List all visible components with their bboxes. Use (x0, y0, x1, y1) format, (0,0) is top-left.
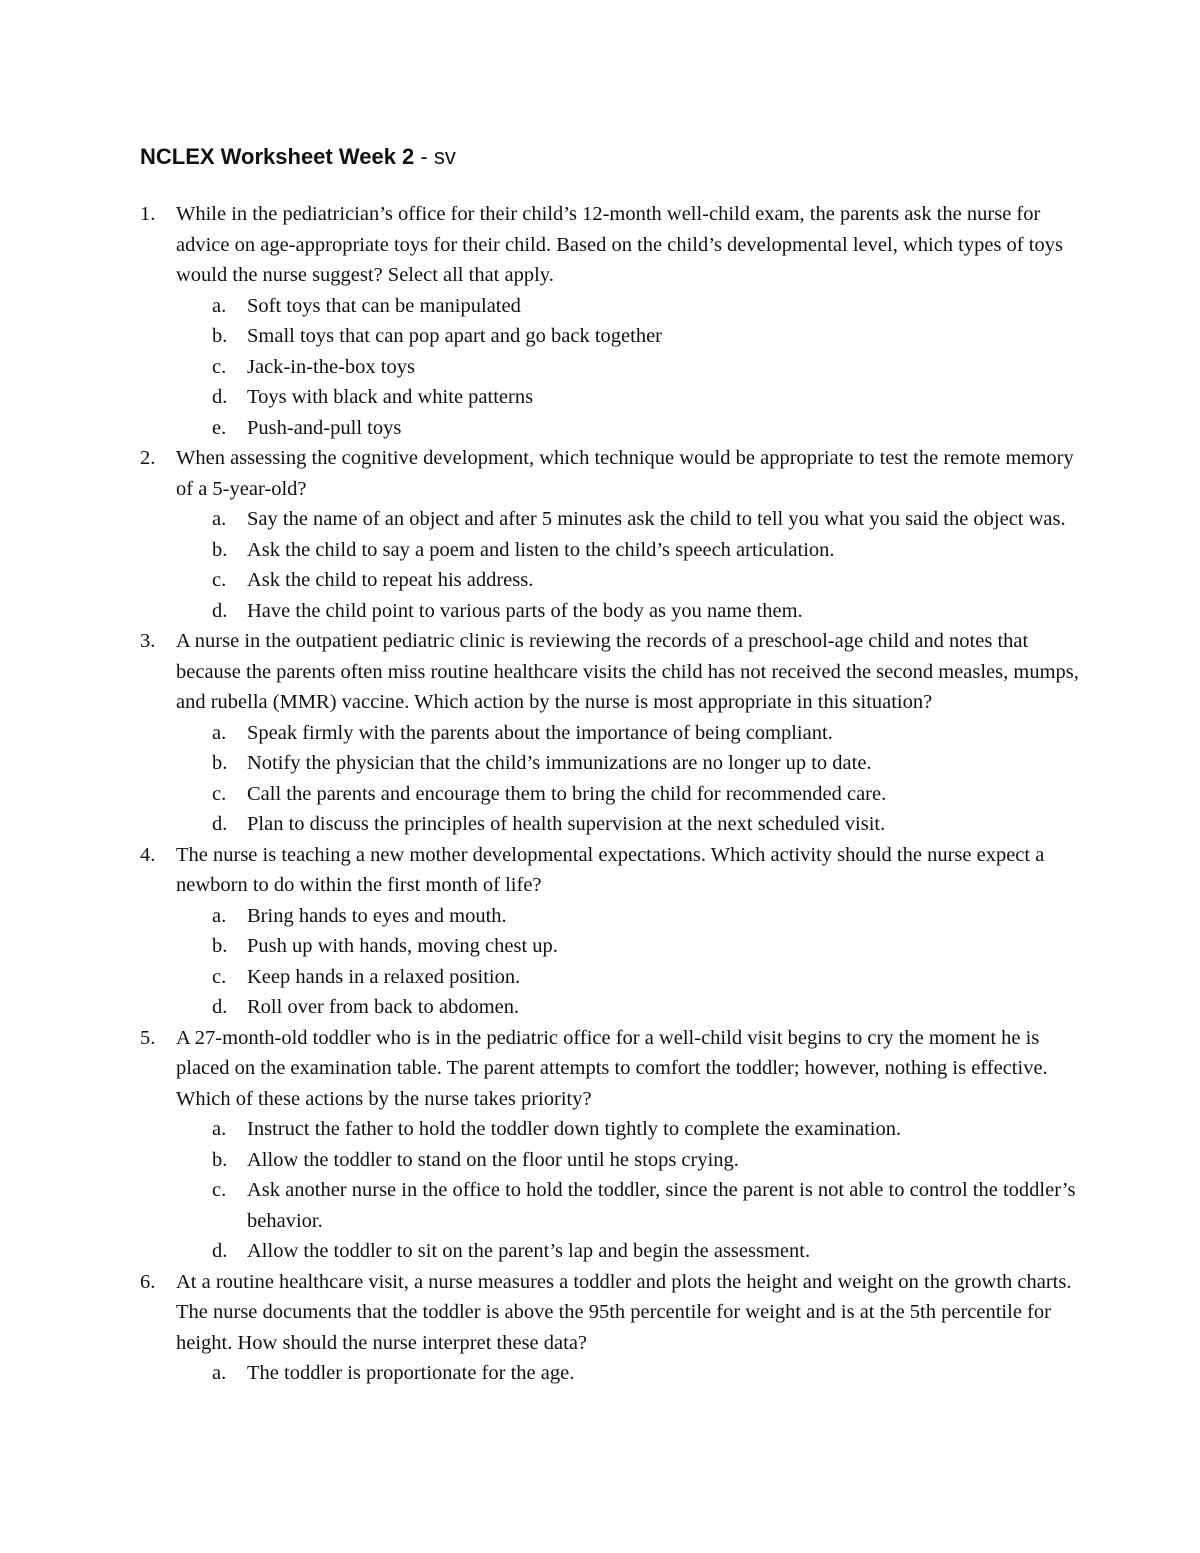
option-letter: b. (212, 935, 228, 957)
answer-option (176, 809, 1080, 840)
option-text: Ask the child to repeat his address. (247, 569, 534, 591)
page-title-main: NCLEX Worksheet Week 2 (140, 144, 415, 169)
question-3 (140, 626, 1080, 840)
answer-option (176, 382, 1080, 413)
option-letter: c. (212, 965, 227, 988)
answer-option (176, 321, 1080, 352)
option-letter: b. (212, 752, 228, 774)
option-text: Push-and-pull toys (247, 416, 402, 439)
question-4 (140, 840, 1080, 1023)
question-number: 4. (140, 843, 156, 866)
option-text: Roll over from back to abdomen. (247, 996, 520, 1018)
question-text: At a routine healthcare visit, a nurse measures a toddler and plots the height and weight on the growth charts. The nurse documents that the toddler is above the 95th percentile for weight and is at the 5th percentile for height. How should the nurse interpret these data? (176, 1270, 1072, 1354)
option-letter: d. (212, 1240, 228, 1262)
question-5 (140, 1023, 1080, 1267)
option-text: Instruct the father to hold the toddler down tightly to complete the examination. (247, 1118, 902, 1140)
question-number: 3. (140, 630, 156, 652)
answer-option (176, 748, 1080, 779)
option-text: Allow the toddler to stand on the floor until he stops crying. (247, 1148, 739, 1171)
question-text: When assessing the cognitive development, which technique would be appropriate to test the remote memory of a 5-year-old? (176, 447, 1074, 500)
option-letter: c. (212, 569, 227, 591)
page-title-suffix: - sv (414, 144, 456, 169)
answer-option (176, 901, 1080, 932)
answer-option (176, 1358, 1080, 1389)
option-text: Ask another nurse in the office to hold the toddler, since the parent is not able to control the toddler’s behavior. (247, 1179, 1076, 1232)
answer-options (176, 718, 1080, 840)
option-text: Ask the child to say a poem and listen to the child’s speech articulation. (247, 538, 835, 561)
question-1 (140, 199, 1080, 443)
question-text: The nurse is teaching a new mother developmental expectations. Which activity should the nurse expect a newborn to do within the first month of life? (176, 843, 1045, 896)
page-title (140, 142, 456, 172)
answer-option (176, 992, 1080, 1023)
option-letter: a. (212, 904, 227, 927)
answer-options (176, 291, 1080, 444)
option-text: Speak firmly with the parents about the importance of being compliant. (247, 721, 833, 744)
option-letter: d. (212, 996, 228, 1018)
option-text: Call the parents and encourage them to bring the child for recommended care. (247, 782, 887, 805)
answer-option (176, 352, 1080, 383)
answer-option (176, 962, 1080, 993)
option-letter: a. (212, 508, 227, 530)
answer-option (176, 504, 1080, 535)
option-letter: d. (212, 599, 228, 622)
answer-option (176, 931, 1080, 962)
option-text: Small toys that can pop apart and go back together (247, 325, 663, 347)
option-letter: c. (212, 782, 227, 805)
question-number: 2. (140, 447, 156, 469)
answer-option (176, 596, 1080, 627)
option-letter: d. (212, 386, 228, 408)
question-text: A 27-month-old toddler who is in the pediatric office for a well-child visit begins to cry the moment he is placed on the examination table. The parent attempts to comfort the toddler; however, nothing is effective. Which of these actions by the nurse takes priority? (176, 1026, 1048, 1110)
option-letter: b. (212, 325, 228, 347)
answer-option (176, 779, 1080, 810)
answer-option (176, 291, 1080, 322)
answer-option (176, 413, 1080, 444)
question-2 (140, 443, 1080, 626)
option-letter: a. (212, 721, 227, 744)
answer-options (176, 1358, 1080, 1389)
option-letter: d. (212, 813, 228, 835)
question-6 (140, 1267, 1080, 1389)
option-letter: c. (212, 1179, 227, 1201)
option-text: Toys with black and white patterns (247, 386, 534, 408)
option-text: Keep hands in a relaxed position. (247, 965, 521, 988)
option-letter: a. (212, 1362, 227, 1384)
option-letter: a. (212, 294, 227, 317)
option-text: Say the name of an object and after 5 minutes ask the child to tell you what you said the object was. (247, 508, 1066, 530)
answer-option (176, 718, 1080, 749)
option-text: Jack-in-the-box toys (247, 355, 415, 378)
option-text: The toddler is proportionate for the age. (247, 1362, 575, 1384)
answer-option (176, 565, 1080, 596)
answer-options (176, 504, 1080, 626)
option-text: Push up with hands, moving chest up. (247, 935, 558, 957)
answer-option (176, 1145, 1080, 1176)
question-text: While in the pediatrician’s office for their child’s 12-month well-child exam, the parents ask the nurse for advice on age-appropriate toys for their child. Based on the child’s developmental level, which types of toys would the nurse suggest? Select all that apply. (176, 203, 1063, 286)
option-text: Plan to discuss the principles of health supervision at the next scheduled visit. (247, 813, 886, 835)
option-text: Have the child point to various parts of the body as you name them. (247, 599, 803, 622)
option-letter: a. (212, 1118, 227, 1140)
answer-option (176, 535, 1080, 566)
option-letter: b. (212, 1148, 228, 1171)
answer-option (176, 1175, 1080, 1236)
question-text: A nurse in the outpatient pediatric clinic is reviewing the records of a preschool-age child and notes that because the parents often miss routine healthcare visits the child has not received the second measles, mumps, and rubella (MMR) vaccine. Which action by the nurse is most appropriate in this situation? (176, 630, 1079, 713)
option-text: Allow the toddler to sit on the parent’s lap and begin the assessment. (247, 1240, 811, 1262)
answer-options (176, 1114, 1080, 1267)
option-letter: e. (212, 416, 227, 439)
answer-options (176, 901, 1080, 1023)
option-text: Soft toys that can be manipulated (247, 294, 521, 317)
answer-option (176, 1236, 1080, 1267)
question-number: 6. (140, 1270, 156, 1293)
option-text: Notify the physician that the child’s immunizations are no longer up to date. (247, 752, 872, 774)
option-letter: c. (212, 355, 227, 378)
question-list (140, 199, 1080, 1389)
answer-option (176, 1114, 1080, 1145)
option-text: Bring hands to eyes and mouth. (247, 904, 507, 927)
question-number: 1. (140, 203, 156, 225)
option-letter: b. (212, 538, 228, 561)
question-number: 5. (140, 1026, 156, 1049)
